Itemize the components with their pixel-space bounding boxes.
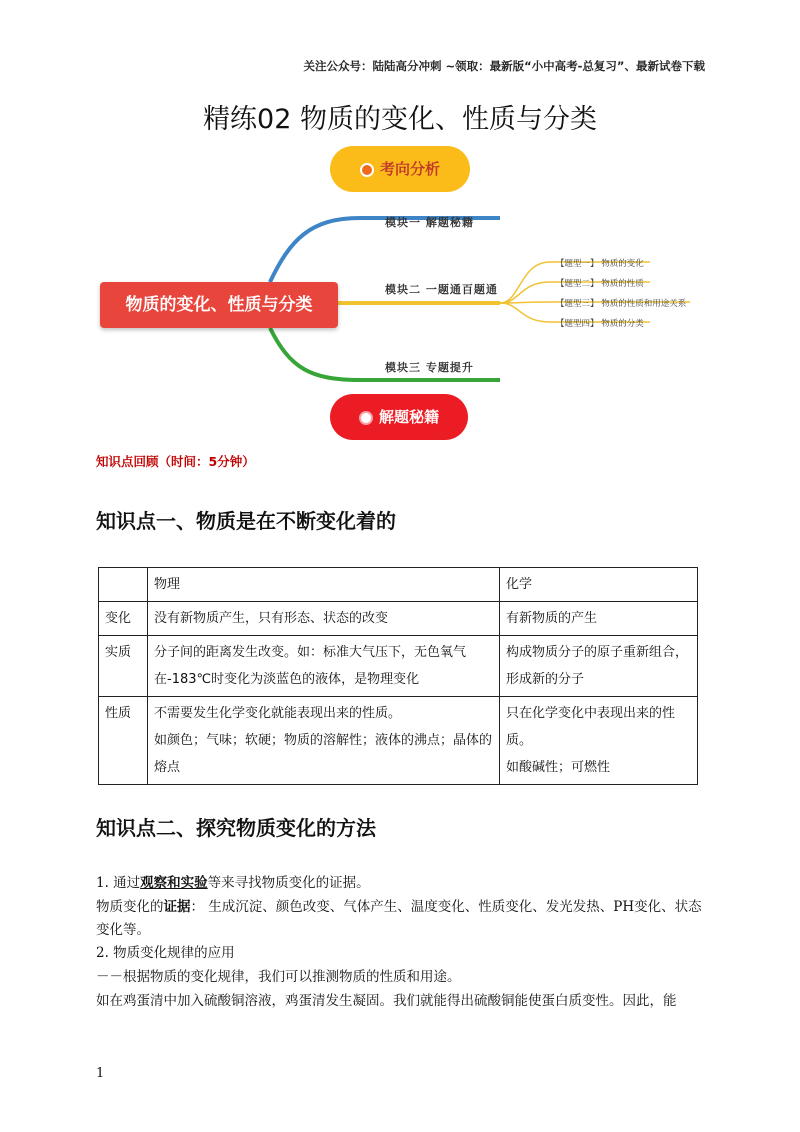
- row-label: 变化: [99, 602, 148, 636]
- book-icon: [359, 411, 373, 425]
- row-label: 性质: [99, 697, 148, 785]
- table-header-cell: 物理: [148, 568, 500, 602]
- table-header-cell: [99, 568, 148, 602]
- tips-pill-label: 解题秘籍: [378, 408, 439, 426]
- paragraph-2: [96, 896, 712, 942]
- physical-cell-line: 如颜色；气味；软硬；物质的溶解性；液体的沸点；晶体的熔点: [154, 733, 493, 775]
- header-note: 关注公众号：陆陆高分冲刺 ~领取：最新版“小中高考-总复习”、最新试卷下载: [303, 59, 705, 73]
- p2-emphasis: 证据: [163, 899, 191, 915]
- chemical-cell: 构成物质分子的原子重新组合，形成新的分子: [500, 636, 698, 697]
- table-row: [99, 697, 698, 785]
- paragraph-1: [96, 872, 712, 895]
- p1-text-tail: 等来寻找物质变化的证据。: [207, 875, 370, 891]
- paragraph-5: 如在鸡蛋清中加入硫酸铜溶液，鸡蛋清发生凝固。我们就能得出硫酸铜能使蛋白质变性。因此，能: [96, 993, 677, 1009]
- branch-label-1: 模块一 解题秘籍: [385, 216, 474, 229]
- p1-emphasis: 观察和实验: [140, 875, 208, 891]
- section2-heading: 知识点二、探究物质变化的方法: [96, 816, 376, 840]
- page-title: 精练02 物质的变化、性质与分类: [203, 104, 597, 135]
- table-header-row: [99, 568, 698, 602]
- sub-item-4: 【题型四】 物质的分类: [556, 319, 644, 329]
- chemical-cell-line: 如酸碱性；可燃性: [506, 760, 611, 775]
- physical-cell-line: 不需要发生化学变化就能表现出来的性质。: [154, 706, 402, 721]
- mindmap: [90, 140, 710, 450]
- chemical-cell-line: 只在化学变化中表现出来的性质。: [506, 706, 676, 748]
- branch-label-3: 模块三 专题提升: [385, 361, 474, 374]
- paragraph-3: 2. 物质变化规律的应用: [96, 945, 235, 961]
- circle-icon: [360, 163, 374, 177]
- review-label: 知识点回顾（时间：5分钟）: [96, 454, 255, 469]
- analysis-pill-label: 考向分析: [379, 160, 440, 178]
- row-label: 实质: [99, 636, 148, 697]
- chemical-cell: 有新物质的产生: [500, 602, 698, 636]
- physical-cell: 没有新物质产生，只有形态、状态的改变: [148, 602, 500, 636]
- p2-text-tail: ： 生成沉淀、颜色改变、气体产生、温度变化、性质变化、发光发热、PH变化、状态变化等。: [96, 899, 702, 938]
- table-header-cell: 化学: [500, 568, 698, 602]
- page-number: 1: [96, 1066, 105, 1081]
- chemical-cell: [500, 697, 698, 785]
- table-row: [99, 636, 698, 697]
- knowledge-table: [98, 567, 698, 785]
- paragraph-4: －－根据物质的变化规律，我们可以推测物质的性质和用途。: [96, 969, 461, 985]
- physical-cell: 分子间的距离发生改变。如：标准大气压下，无色氧气在-183℃时变化为淡蓝色的液体，是物理变化: [148, 636, 500, 697]
- tips-pill: [330, 394, 468, 440]
- physical-cell: [148, 697, 500, 785]
- sub-item-2: 【题型二】 物质的性质: [556, 279, 644, 289]
- p1-text: 1. 通过: [96, 875, 141, 891]
- sub-item-3: 【题型三】 物质的性质和用途关系: [556, 299, 687, 309]
- mindmap-center: 物质的变化、性质与分类: [100, 282, 338, 328]
- table-row: [99, 602, 698, 636]
- branch-label-2: 模块二 一题通百题通: [385, 283, 498, 296]
- p2-text: 物质变化的: [96, 899, 164, 915]
- analysis-pill: [330, 146, 470, 192]
- sub-item-1: 【题型一】 物质的变化: [556, 259, 644, 269]
- section1-heading: 知识点一、物质是在不断变化着的: [96, 509, 396, 533]
